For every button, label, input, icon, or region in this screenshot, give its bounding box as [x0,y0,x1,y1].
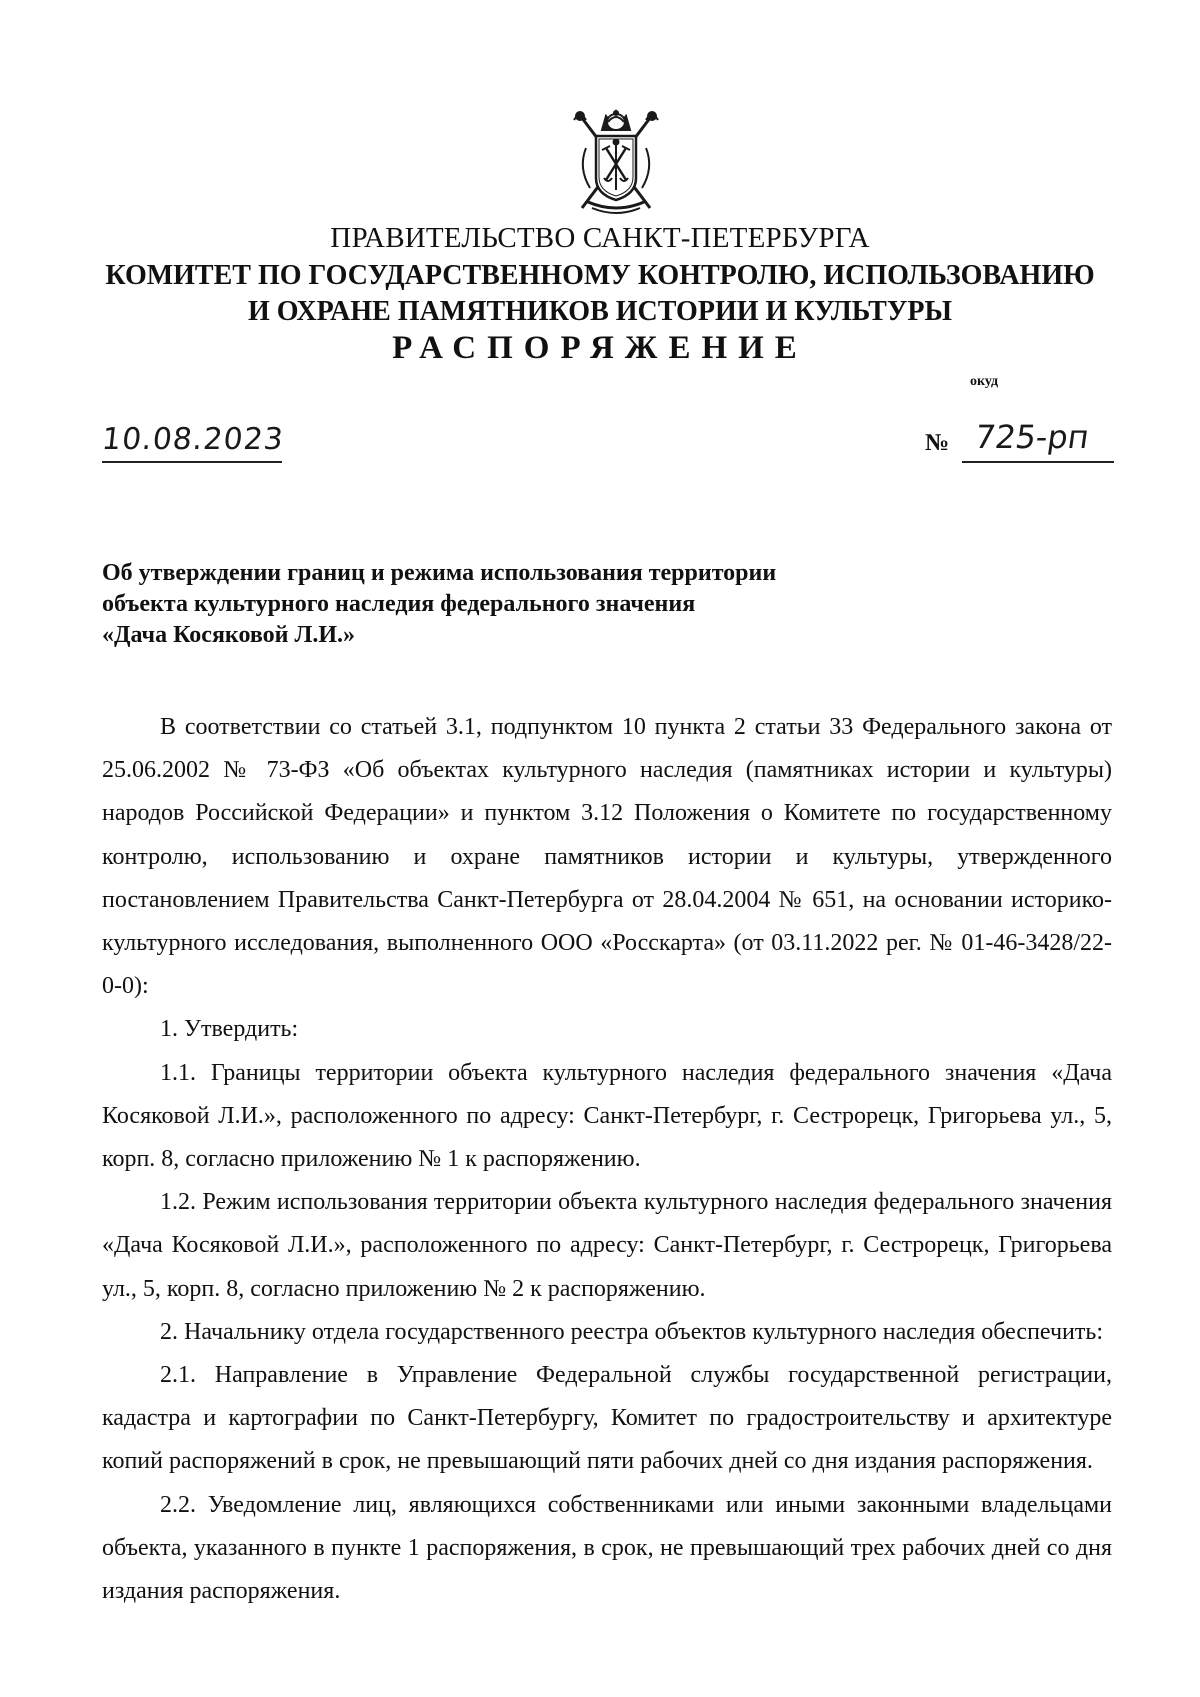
document-subject [102,558,776,651]
committee-name [0,258,1200,330]
body-paragraph-1-2: 1.2. Режим использования территории объекта культурного наследия федерального значения «Дача Косяковой Л.И.», расположенного по адресу: Санкт-Петербург, г. Сестрорецк, Григорьева ул., 5, корп. 8, согласно приложению № 2 к распоряжению. [102,1189,1112,1302]
body-paragraph-2-1: 2.1. Направление в Управление Федеральной службы государственной регистрации, кадастра и картографии по Санкт-Петербургу, Комитет по градостроительству и архитектуре копий распоряжений в срок, не превышающий пяти рабочих дней со дня издания распоряжения. [102,1362,1112,1475]
government-name: ПРАВИТЕЛЬСТВО САНКТ-ПЕТЕРБУРГА [330,222,870,254]
okud-label: окуд [970,374,999,389]
document-body [102,706,1112,1613]
document-type-heading: РАСПОРЯЖЕНИЕ [392,330,808,366]
subject-line1: Об утверждении границ и режима использования территории [102,560,777,586]
number-underline [962,461,1114,463]
subject-line2: объекта культурного наследия федерального значения [102,591,696,617]
body-paragraph-1: 1. Утвердить: [160,1016,299,1043]
saint-petersburg-coat-of-arms-icon [568,108,664,216]
committee-name-line1: КОМИТЕТ ПО ГОСУДАРСТВЕННОМУ КОНТРОЛЮ, ИСПОЛЬЗОВАНИЮ [105,260,1095,291]
body-paragraph-2-2: 2.2. Уведомление лиц, являющихся собственниками или иными законными владельцами объекта, указанного в пункте 1 распоряжения, в срок, не превышающий трех рабочих дней со дня издания распоряжения. [102,1491,1112,1605]
number-sign: № [925,430,950,456]
document-date: 10.08.2023 [100,422,286,457]
body-paragraph-preamble: В соответствии со статьей 3.1, подпунктом 10 пункта 2 статьи 33 Федерального закона от 25.06.2002 № 73-ФЗ «Об объектах культурного наследия (памятниках истории и культуры) народов Российской Федерации» и пунктом 3.12 Положения о Комитете по государственному контролю, использованию и охране памятников истории и культуры, утвержденного постановлением Правительства Санкт-Петербурга от 28.04.2004 № 651, на основании историко-культурного исследования, выполненного ООО «Росскарта» (от 03.11.2022 рег. № 01-46-3428/22-0-0): [102,714,1112,1000]
committee-name-line2: И ОХРАНЕ ПАМЯТНИКОВ ИСТОРИИ И КУЛЬТУРЫ [248,296,952,327]
body-paragraph-1-1: 1.1. Границы территории объекта культурного наследия федерального значения «Дача Косяковой Л.И.», расположенного по адресу: Санкт-Петербург, г. Сестрорецк, Григорьева ул., 5, корп. 8, согласно приложению № 1 к распоряжению. [102,1059,1112,1173]
document-number: 725-рп [972,418,1092,456]
subject-line3: «Дача Косяковой Л.И.» [102,622,356,648]
date-underline [102,461,282,463]
body-paragraph-2: 2. Начальнику отдела государственного реестра объектов культурного наследия обеспечить: [160,1318,1103,1345]
